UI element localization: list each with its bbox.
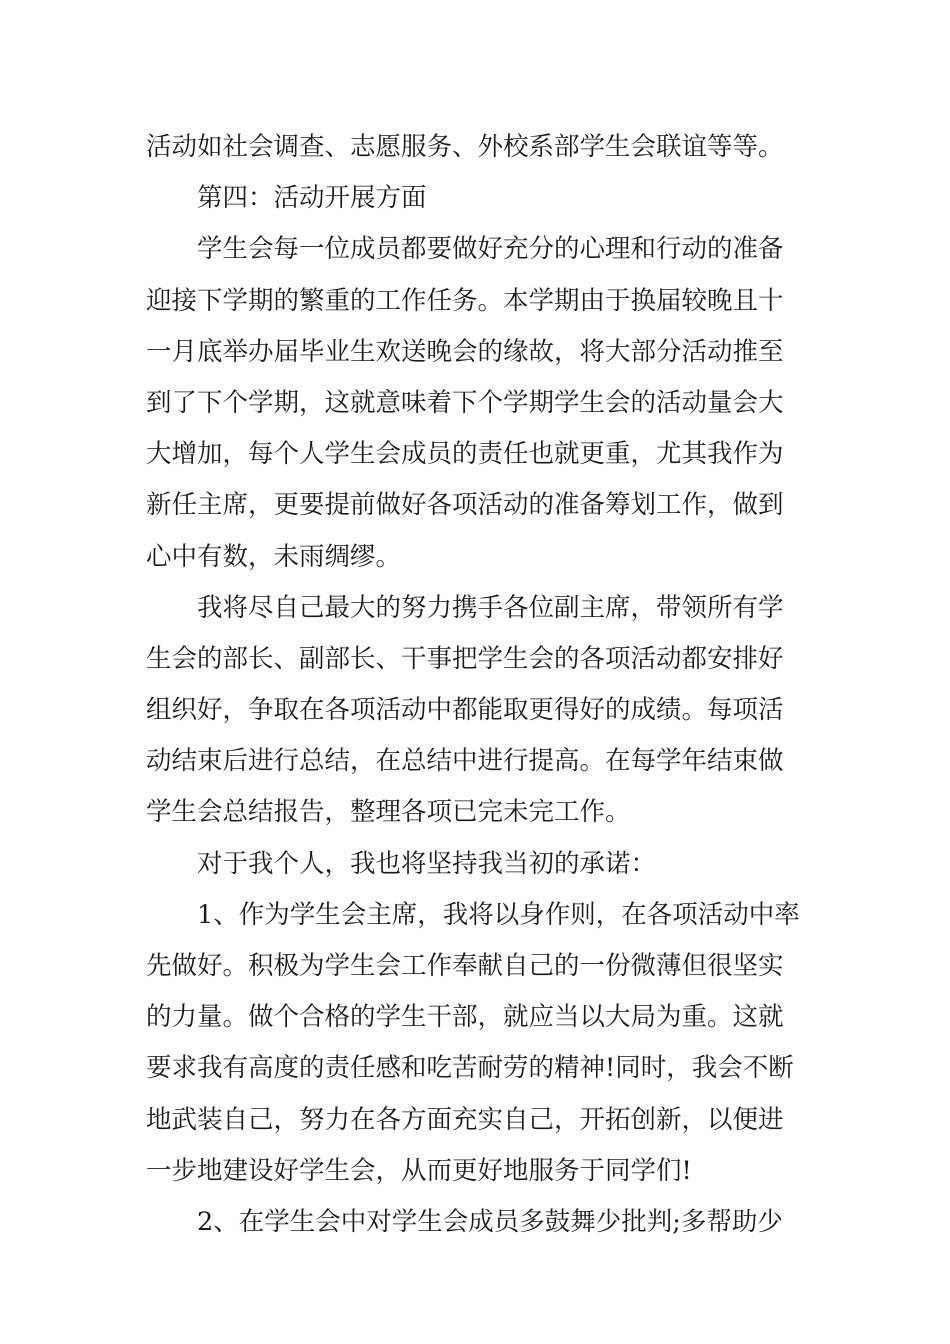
text-line: 迎接下学期的繁重的工作任务。本学期由于换届较晚且十 [146,285,784,316]
text-line: 活动如社会调查、志愿服务、外校系部学生会联谊等等。 [146,132,784,162]
text-line: 组织好，争取在各项活动中都能取更得好的成绩。每项活 [146,695,784,726]
document-body [146,122,811,1248]
text-line: 地武装自己，努力在各方面充实自己，开拓创新，以便进 [146,1104,784,1135]
text-line: 新任主席，更要提前做好各项活动的准备筹划工作，做到 [146,490,784,521]
text-line: 对于我个人，我也将坚持我当初的承诺： [197,848,657,879]
text-line: 一步地建设好学生会，从而更好地服务于同学们! [146,1155,692,1186]
text-line: 动结束后进行总结，在总结中进行提高。在每学年结束做 [146,746,784,777]
text-line: 我将尽自己最大的努力携手各位副主席，带领所有学 [197,592,784,623]
text-line: 学生会每一位成员都要做好充分的心理和行动的准备 [197,234,784,265]
text-line: 的力量。做个合格的学生干部，就应当以大局为重。这就 [146,1002,784,1033]
text-line: 一月底举办届毕业生欢送晚会的缘故，将大部分活动推至 [146,336,784,367]
text-line: 大增加，每个人学生会成员的责任也就更重，尤其我作为 [146,439,784,470]
text-line: 先做好。积极为学生会工作奉献自己的一份微薄但很坚实 [146,951,784,981]
section-heading: 第四：活动开展方面 [197,183,427,214]
text-line: 心中有数，未雨绸缪。 [146,541,402,572]
list-item-1: 1、作为学生会主席，我将以身作则，在各项活动中率 [197,899,800,930]
text-line: 到了下个学期，这就意味着下个学期学生会的活动量会大 [146,387,784,418]
text-line: 要求我有高度的责任感和吃苦耐劳的精神!同时，我会不断 [146,1053,794,1084]
text-line: 学生会总结报告，整理各项已完未完工作。 [146,797,631,828]
text-line: 生会的部长、副部长、干事把学生会的各项活动都安排好 [146,643,784,674]
list-item-2: 2、在学生会中对学生会成员多鼓舞少批判;多帮助少 [197,1206,783,1237]
